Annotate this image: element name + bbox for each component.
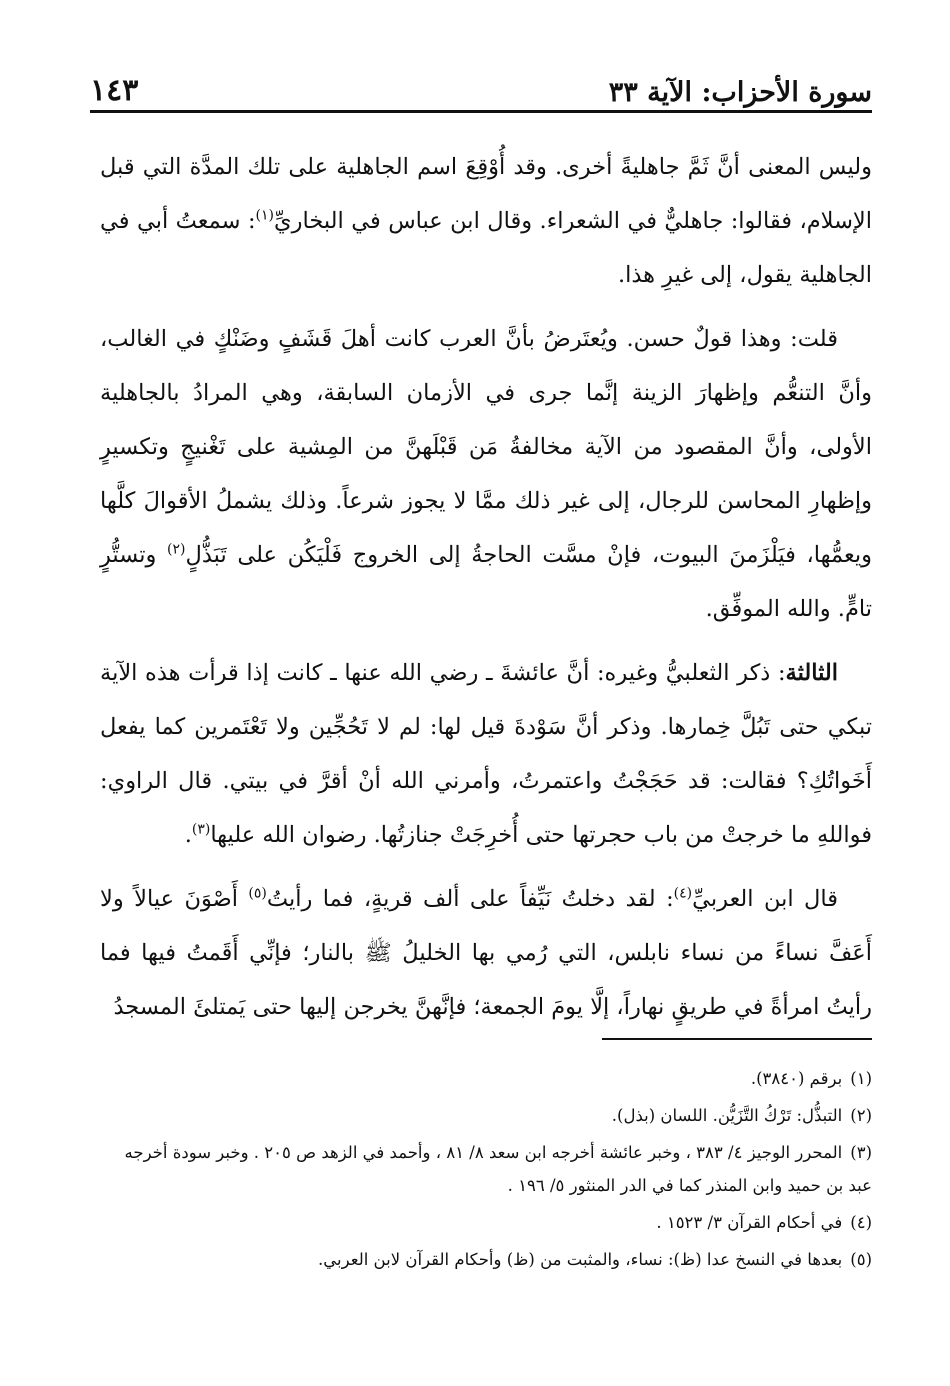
footnotes bbox=[100, 1062, 872, 1280]
footnote-5: (٥)بعدها في النسخ عدا (ظ): نساء، والمثبت من (ظ) وأحكام القرآن لابن العربي. bbox=[318, 1250, 872, 1269]
paragraph-3: الثالثة: ذكر الثعلبيُّ وغيره: أنَّ عائشةَ ـ رضي الله عنها ـ كانت إذا قرأت هذه الآية تبكي حتى تَبُلَّ خِمارها. وذكر أنَّ سَوْدةَ قيل لها: لم لا تَحُجِّين ولا تَعْتَمرين كما يفعل أَخَواتُكِ؟ فقالت: قد حَجَجْتُ واعتمرتُ، وأمرني الله أنْ أقرَّ في بيتي. قال الراوي: فواللهِ ما خرجتْ من باب حجرتها حتى أُخرِجَتْ جنازتُها. رضوان الله عليها$^{(٣)}$. bbox=[100, 660, 872, 848]
footnote-ref-4: (٤) bbox=[673, 885, 693, 902]
paragraph-1: وليس المعنى أنَّ ثَمَّ جاهليةً أخرى. وقد أُوْقِعَ اسم الجاهلية على تلك المدَّة التي قبل الإسلام، فقالوا: جاهليٌّ في الشعراء. وقال ابن عباس في البخاريِّ$^{(١)}$: سمعتُ أبي في الجاهلية يقول، إلى غيرِ هذا. bbox=[100, 154, 873, 288]
footnote-ref-3: (٣) bbox=[191, 821, 211, 838]
footnote-1: (١)برقم (٣٨٤٠). bbox=[750, 1069, 872, 1088]
paragraph-2: قلت: وهذا قولٌ حسن. ويُعتَرضُ بأنَّ العرب كانت أهلَ قَشَفٍ وضَنْكٍ في الغالب، وأنَّ التنعُّم وإظهارَ الزينة إنَّما جرى في الأزمان السابقة، وهي المرادُ بالجاهلية الأولى، وأنَّ المقصود من الآية مخالفةُ مَن قَبْلَهنَّ من المِشية على تَغْنيجٍ وتكسيرٍ وإظهارِ المحاسن للرجال، إلى غير ذلك ممَّا لا يجوز شرعاً. وذلك يشملُ الأقوالَ كلَّها ويعمُّها، فيَلْزَمنَ البيوت، فإنْ مسَّت الحاجةُ إلى الخروج فَلْيَكُن على تَبَذُّلٍ$^{(٢)}$ وتستُّرٍ تامٍّ. والله الموفِّق. bbox=[100, 326, 872, 622]
running-title: سورة الأحزاب: الآية ٣٣ bbox=[608, 77, 872, 108]
main-text bbox=[100, 140, 872, 1044]
paragraph-4: قال ابن العربيِّ$^{(٤)}$: لقد دخلتُ نَيِّفاً على ألف قريةٍ، فما رأيتُ$^{(٥)}$ أَصْوَنَ عيالاً ولا أَعَفَّ نساءً من نساء نابلس، التي رُمي بها الخليلُ ﷺ بالنار؛ فإنِّي أَقَمتُ فيها فما رأيتُ امرأةً في طريقٍ نهاراً، إلَّا يومَ الجمعة؛ فإنَّهنَّ يخرجن إليها حتى يَمتلئَ المسجدُ bbox=[100, 885, 872, 1020]
footnote-divider bbox=[602, 1038, 872, 1040]
footnote-2: (٢)التبذُّل: تَرْكُ التَّزَيُّن. اللسان (بذل). bbox=[611, 1106, 872, 1125]
page-header bbox=[90, 60, 872, 113]
section-lead: الثالثة bbox=[785, 660, 838, 686]
footnote-ref-1: (١) bbox=[255, 207, 275, 224]
footnote-ref-2: (٢) bbox=[167, 541, 186, 558]
page-number: ١٤٣ bbox=[90, 73, 139, 108]
footnote-4: (٤)في أحكام القرآن ٣/ ١٥٢٣ . bbox=[656, 1213, 872, 1232]
footnote-ref-5: (٥) bbox=[248, 885, 267, 902]
footnote-3: (٣)المحرر الوجيز ٤/ ٣٨٣ ، وخبر عائشة أخرجه ابن سعد ٨/ ٨١ ، وأحمد في الزهد ص ٢٠٥ . وخبر سودة أخرجه عبد بن حميد وابن المنذر كما في الدر المنثور ٥/ ١٩٦ . bbox=[124, 1143, 872, 1195]
